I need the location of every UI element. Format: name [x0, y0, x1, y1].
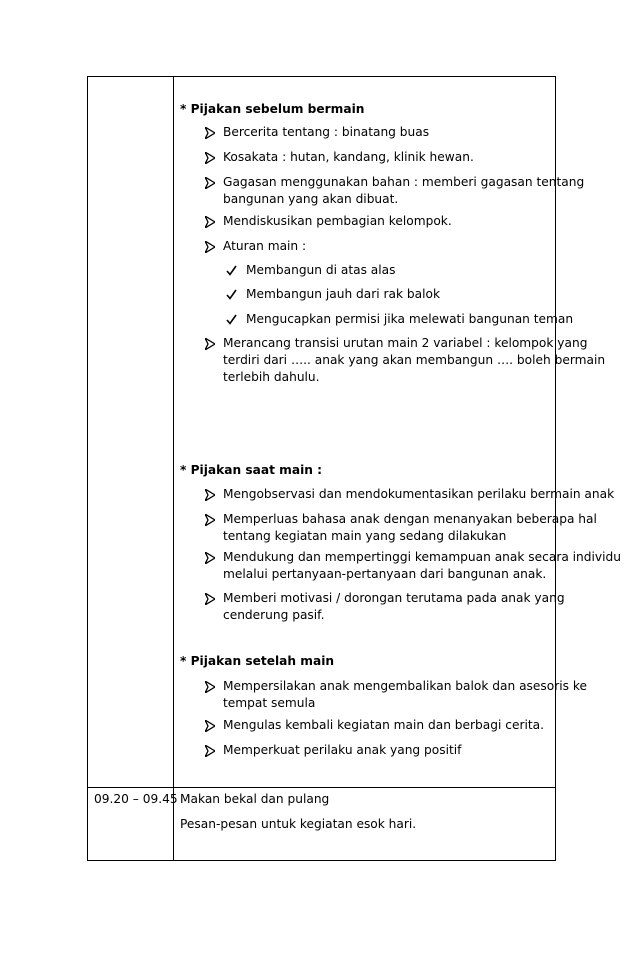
- list-item: Aturan main :: [223, 239, 307, 253]
- list-item-continuation: tentang kegiatan main yang sedang dilakukan: [223, 529, 507, 543]
- list-item: Memberi motivasi / dorongan terutama pada anak yang: [223, 591, 565, 605]
- column-divider: [173, 76, 174, 861]
- checkmark-icon: [226, 265, 237, 276]
- list-item: Kosakata : hutan, kandang, klinik hewan.: [223, 150, 474, 164]
- section-heading-saat: * Pijakan saat main :: [180, 463, 323, 477]
- list-item: Mempersilakan anak mengembalikan balok dan asesoris ke: [223, 679, 587, 693]
- list-item: Memperkuat perilaku anak yang positif: [223, 743, 462, 757]
- list-item-continuation: cenderung pasif.: [223, 608, 325, 622]
- arrow-bullet-icon: [205, 338, 215, 350]
- time-cell: 09.20 – 09.45: [94, 792, 178, 806]
- list-item: Mendiskusikan pembagian kelompok.: [223, 214, 452, 228]
- arrow-bullet-icon: [205, 593, 215, 605]
- rule-item: Membangun jauh dari rak balok: [246, 287, 441, 301]
- checkmark-icon: [226, 289, 237, 300]
- arrow-bullet-icon: [205, 241, 215, 253]
- arrow-bullet-icon: [205, 177, 215, 189]
- arrow-bullet-icon: [205, 552, 215, 564]
- section-heading-sebelum: * Pijakan sebelum bermain: [180, 102, 365, 116]
- list-item: Bercerita tentang : binatang buas: [223, 125, 430, 139]
- section-heading-setelah: * Pijakan setelah main: [180, 654, 335, 668]
- arrow-bullet-icon: [205, 720, 215, 732]
- activity-line: Pesan-pesan untuk kegiatan esok hari.: [180, 817, 417, 831]
- checkmark-icon: [226, 314, 237, 325]
- activity-line: Makan bekal dan pulang: [180, 792, 330, 806]
- arrow-bullet-icon: [205, 127, 215, 139]
- list-item: Mendukung dan mempertinggi kemampuan anak secara individu: [223, 550, 621, 564]
- row-divider: [87, 787, 556, 788]
- list-item: Merancang transisi urutan main 2 variabel : kelompok yang: [223, 336, 588, 350]
- arrow-bullet-icon: [205, 745, 215, 757]
- list-item-continuation: bangunan yang akan dibuat.: [223, 192, 399, 206]
- list-item-continuation: melalui pertanyaan-pertanyaan dari bangunan anak.: [223, 567, 547, 581]
- list-item-continuation: tempat semula: [223, 696, 316, 710]
- list-item-continuation: terdiri dari ….. anak yang akan membangun …. boleh bermain: [223, 353, 606, 367]
- arrow-bullet-icon: [205, 681, 215, 693]
- list-item-continuation: terlebih dahulu.: [223, 370, 320, 384]
- list-item: Mengobservasi dan mendokumentasikan perilaku bermain anak: [223, 487, 615, 501]
- arrow-bullet-icon: [205, 152, 215, 164]
- arrow-bullet-icon: [205, 216, 215, 228]
- list-item: Memperluas bahasa anak dengan menanyakan beberapa hal: [223, 512, 597, 526]
- list-item: Mengulas kembali kegiatan main dan berbagi cerita.: [223, 718, 544, 732]
- arrow-bullet-icon: [205, 514, 215, 526]
- rule-item: Membangun di atas alas: [246, 263, 396, 277]
- arrow-bullet-icon: [205, 489, 215, 501]
- rule-item: Mengucapkan permisi jika melewati bangunan teman: [246, 312, 574, 326]
- list-item: Gagasan menggunakan bahan : memberi gagasan tentang: [223, 175, 585, 189]
